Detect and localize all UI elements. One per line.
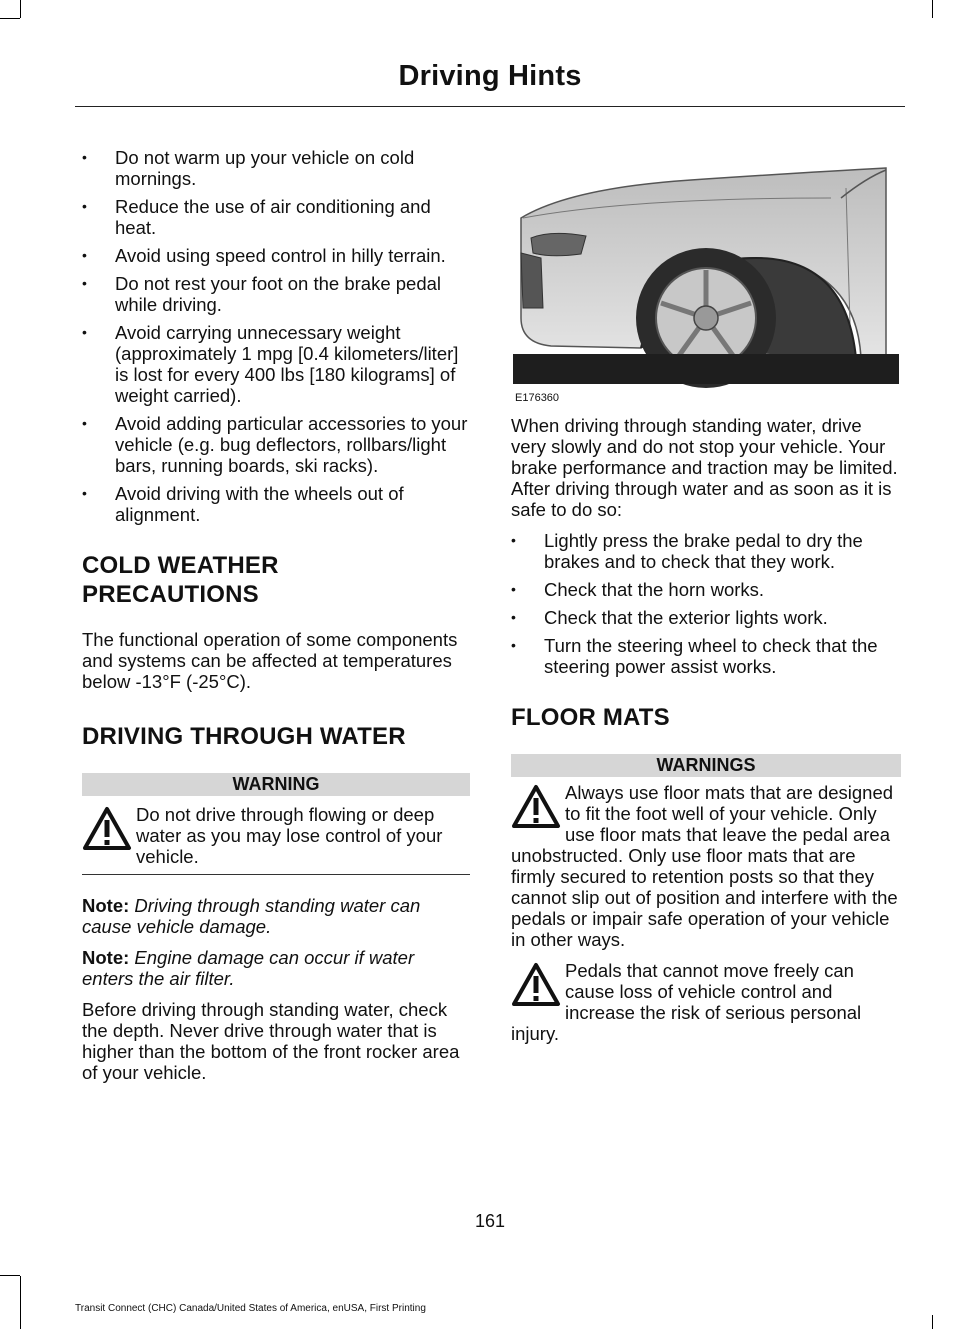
crop-mark	[20, 1276, 21, 1329]
warning-text: Do not drive through flowing or deep water as you may lose control of your vehicle.	[136, 804, 443, 867]
left-column	[82, 147, 470, 1083]
cold-weather-heading: COLD WEATHER PRECAUTIONS	[82, 552, 279, 608]
warning-block	[511, 960, 901, 1044]
floor-mat-warning-text: Always use floor mats that are designed to fit the foot well of your vehicle. Only use floor mats that leave the pedal area unobstructed. Only use floor mats that are firmly secured to retention posts so that they cannot slip out of position and interfere with the pedals or impair safe operation of your vehicle in other ways.	[511, 782, 898, 950]
warning-label: WARNING	[82, 773, 470, 796]
check-depth-text: Before driving through standing water, check the depth. Never drive through water that is higher than the bottom of the front rocker area of your vehicle.	[82, 999, 460, 1083]
list-item: • Reduce the use of air conditioning and heat.	[82, 196, 470, 238]
driving-through-water-heading: DRIVING THROUGH WATER	[82, 723, 406, 750]
cold-weather-text: The functional operation of some components and systems can be affected at temperatures below -13°F (-25°C).	[82, 629, 458, 692]
note-label: Note:	[82, 895, 130, 916]
car-wheel-illustration	[511, 158, 899, 404]
warning-triangle-icon	[511, 784, 561, 830]
note-vehicle-damage	[82, 895, 470, 937]
right-column	[511, 158, 901, 1044]
list-item: • Check that the horn works.	[511, 579, 901, 600]
warning-block	[511, 782, 901, 950]
list-item: • Do not rest your foot on the brake pedal while driving.	[82, 273, 470, 315]
footer-text: Transit Connect (CHC) Canada/United States of America, enUSA, First Printing	[75, 1303, 426, 1314]
list-item: • Avoid using speed control in hilly terrain.	[82, 245, 470, 266]
crop-mark	[932, 0, 933, 18]
list-item: • Do not warm up your vehicle on cold mornings.	[82, 147, 470, 189]
warnings-label: WARNINGS	[511, 754, 901, 777]
car-wheel-image	[511, 158, 899, 388]
pedal-warning-text: Pedals that cannot move freely can cause loss of vehicle control and increase the risk of serious personal injury.	[511, 960, 862, 1044]
list-item: • Avoid carrying unnecessary weight (approximately 1 mpg [0.4 kilometers/liter] is lost for every 400 lbs [180 kilograms] of weight carried).	[82, 322, 470, 406]
standing-water-text: When driving through standing water, drive very slowly and do not stop your vehicle. Your brake performance and traction may be limited. After driving through water and as soon as it is safe to do so:	[511, 415, 898, 520]
crop-mark	[0, 1275, 20, 1276]
note-text: Engine damage can occur if water enters the air filter.	[82, 947, 415, 989]
page-header	[75, 58, 905, 107]
page-number: 161	[474, 1211, 506, 1231]
floor-mats-heading: FLOOR MATS	[511, 704, 670, 731]
list-item: • Check that the exterior lights work.	[511, 607, 901, 628]
crop-mark	[932, 1315, 933, 1329]
fuel-tips-list	[82, 147, 470, 525]
warning-triangle-icon	[82, 806, 132, 852]
after-water-checklist	[511, 530, 901, 677]
page-title: Driving Hints	[398, 60, 582, 92]
note-text: Driving through standing water can cause vehicle damage.	[82, 895, 421, 937]
list-item: • Lightly press the brake pedal to dry the brakes and to check that they work.	[511, 530, 901, 572]
warning-block	[82, 804, 470, 875]
crop-mark	[20, 0, 21, 18]
list-item: • Turn the steering wheel to check that the steering power assist works.	[511, 635, 901, 677]
note-engine-damage	[82, 947, 470, 989]
list-item: • Avoid driving with the wheels out of alignment.	[82, 483, 470, 525]
figure-id: E176360	[515, 392, 560, 404]
note-label: Note:	[82, 947, 130, 968]
crop-mark	[0, 18, 20, 19]
list-item: • Avoid adding particular accessories to your vehicle (e.g. bug deflectors, rollbars/light bars, running boards, ski racks).	[82, 413, 470, 476]
warning-triangle-icon	[511, 962, 561, 1008]
